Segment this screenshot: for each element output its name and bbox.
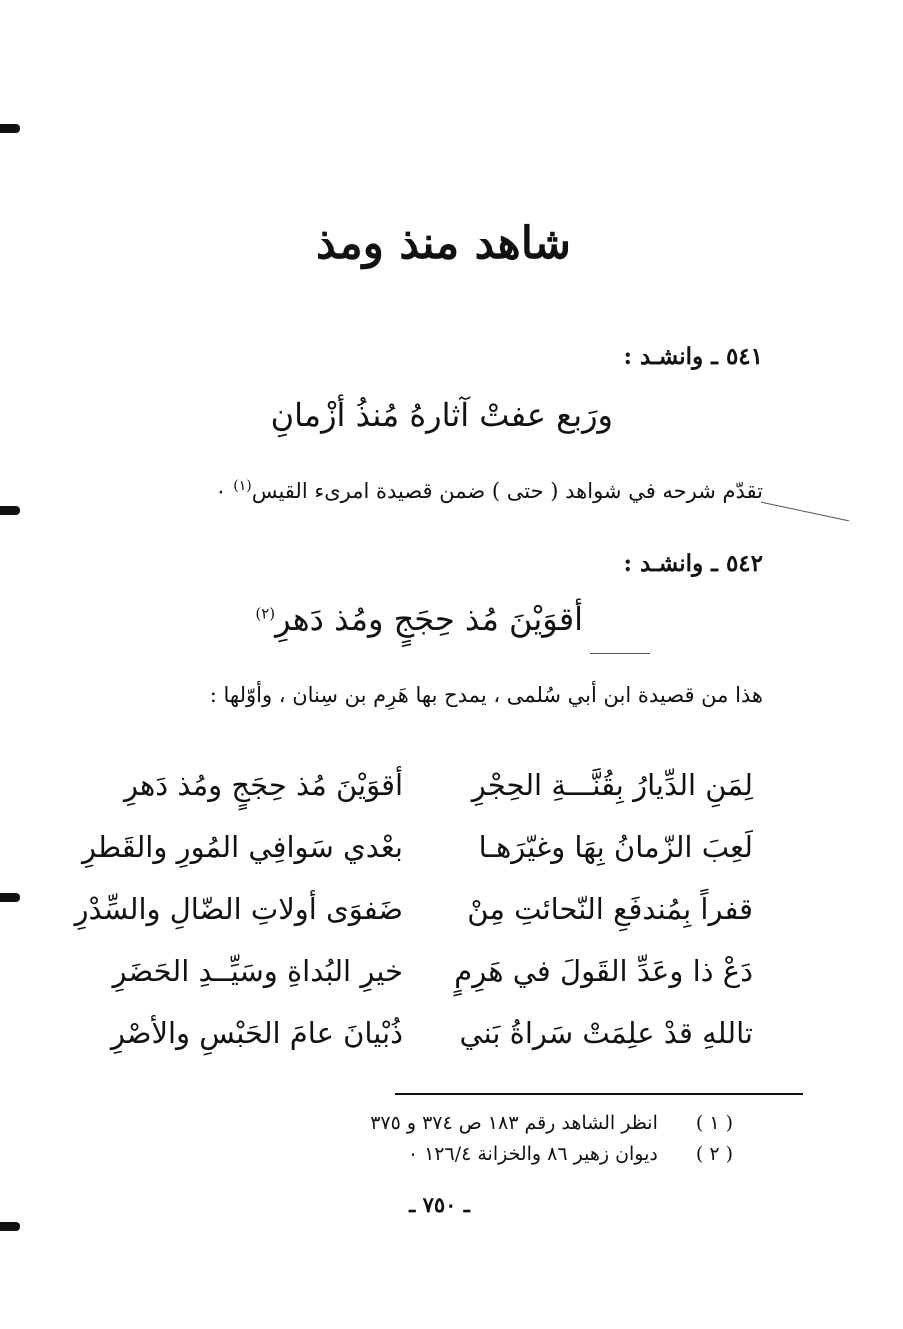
footnote-text: ديوان زهير ٨٦ والخزانة ١٢٦/٤ ٠ [407, 1143, 658, 1165]
page-title: شاهد منذ ومذ [315, 218, 572, 269]
scan-edge-mark [0, 893, 20, 902]
entry-label-542: ٥٤٢ ـ وانشـد : [623, 550, 763, 577]
verse-text: أقوَيْنَ مُذ حِجَجٍ ومُذ دَهرِ [275, 600, 583, 638]
poem-second-hemistich: ضَفوَى أولاتِ الضّالِ والسِّدْرِ [74, 892, 403, 926]
scan-edge-mark [0, 506, 20, 515]
scan-edge-mark [0, 124, 20, 133]
note-text: تقدّم شرحه في شواهد ( حتى ) ضمن قصيدة امرىء القيس [251, 479, 763, 503]
poem-line [74, 878, 753, 940]
poem-second-hemistich: أقوَيْنَ مُذ حِجَجٍ ومُذ دَهرِ [123, 768, 403, 802]
footnote-2 [408, 1143, 733, 1165]
poem-line [81, 816, 753, 878]
verse-542 [255, 600, 583, 638]
scan-edge-mark [0, 1222, 20, 1231]
footnote-ref-1: (١) [233, 478, 252, 494]
verse-text: ورَبع عفتْ آثارهُ مُنذُ أزْمانِ [270, 396, 613, 434]
footnote-ref-2: (٢) [255, 604, 276, 623]
scan-artifact-line [761, 502, 849, 522]
footnote-text: انظر الشاهد رقم ١٨٣ ص ٣٧٤ و ٣٧٥ [370, 1112, 658, 1134]
poem-first-hemistich: لِمَنِ الدِّيارُ بِقُنَّـــةِ الحِجْرِ [471, 768, 753, 802]
entry-label-541: ٥٤١ ـ وانشـد : [623, 343, 763, 370]
poem-second-hemistich: ذُبْيانَ عامَ الحَبْسِ والأصْرِ [110, 1016, 403, 1050]
footnote-number: ( ٢ ) [695, 1143, 733, 1165]
scan-artifact-line [590, 653, 650, 654]
poem-first-hemistich: دَعْ ذا وعَدِّ القَولَ في هَرِمٍ [454, 954, 753, 988]
footnote-divider [395, 1093, 803, 1095]
poem-line [103, 1002, 753, 1064]
footnote-number: ( ١ ) [695, 1112, 733, 1134]
note-542: هذا من قصيدة ابن أبي سُلمى ، يمدح بها هَرِم بن سِنان ، وأوّلها : [209, 683, 763, 707]
poem-first-hemistich: لَعِبَ الزّمانُ بِهَا وغيّرَهـا [478, 830, 753, 864]
poem-first-hemistich: قفراً بِمُندفَعِ النّحائتِ مِنْ [467, 892, 753, 926]
poem-second-hemistich: خيرِ البُداةِ وسَيِّــدِ الحَضَرِ [112, 954, 403, 988]
note-541 [215, 478, 763, 503]
poem-second-hemistich: بعْدي سَوافِي المُورِ والقَطرِ [81, 830, 403, 864]
poem-line [103, 754, 753, 816]
verse-541 [271, 396, 613, 434]
note-end: ٠ [215, 479, 234, 503]
page-number: ـ ٧٥٠ ـ [409, 1192, 470, 1217]
poem-first-hemistich: تاللهِ قدْ علِمَتْ سَراةُ بَني [459, 1016, 753, 1050]
footnote-1 [370, 1112, 733, 1134]
poem [74, 754, 753, 1064]
poem-line [103, 940, 753, 1002]
